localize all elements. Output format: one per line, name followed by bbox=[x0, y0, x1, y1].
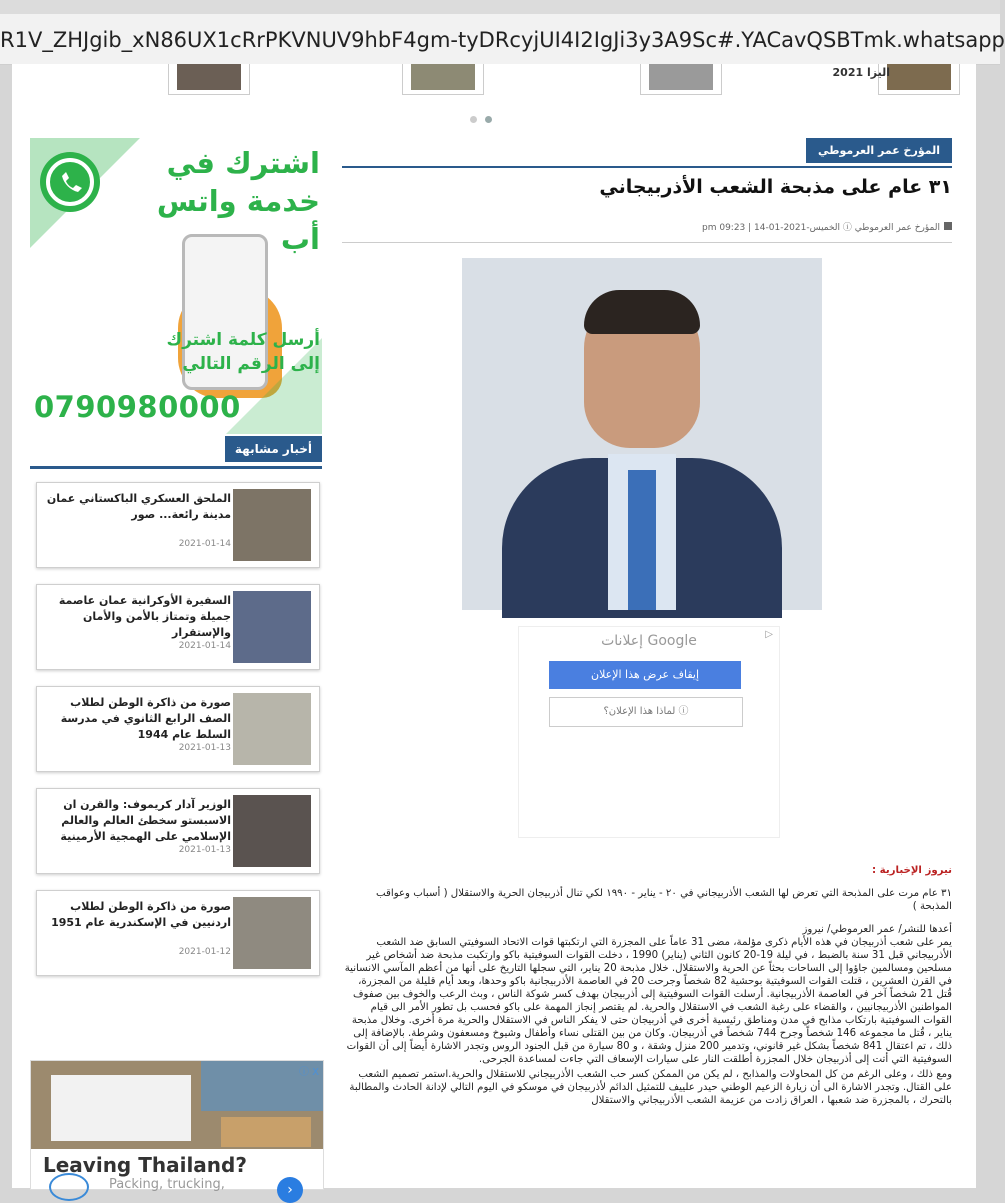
article-category-bar bbox=[342, 138, 952, 168]
sidebar-advertisement[interactable] bbox=[30, 1060, 324, 1198]
article-meta-text: المؤرخ عمر العرموطي ⓘ الخميس-2021-01-14 | 09:23 pm bbox=[701, 223, 940, 233]
related-news-title[interactable]: الوزير آدار كريموف: والقرن ان الاسبستو سخطئ العالم والعالم الإسلامي على الهمجية الأرمينية bbox=[60, 798, 231, 843]
carousel-dot[interactable] bbox=[470, 116, 477, 123]
article-title: ٣١ عام على مذبحة الشعب الأذربيجاني bbox=[599, 176, 952, 198]
why-this-ad-button[interactable]: لماذا هذا الإعلان؟ ⓘ bbox=[549, 697, 743, 727]
article-category-label[interactable]: المؤرخ عمر العرموطي bbox=[806, 138, 952, 163]
related-news-thumbnail[interactable] bbox=[233, 693, 311, 765]
related-news-heading-label: أخبار مشابهة bbox=[225, 436, 322, 462]
article-photo[interactable] bbox=[462, 258, 822, 610]
carousel-dot-active[interactable] bbox=[485, 116, 492, 123]
photo-tie bbox=[628, 470, 656, 610]
article-lead: نيروز الإخبارية : bbox=[872, 865, 952, 876]
carousel-thumb-1[interactable] bbox=[168, 64, 250, 95]
url-text[interactable]: R1V_ZHJgib_xN86UX1cRrPKVNUV9hbF4gm-tyDRcyjUI4I2IgJi3y3A9Sc#.YACavQSBTmk.whatsapp bbox=[0, 28, 1005, 52]
related-news-date: 2021-01-13 bbox=[178, 743, 231, 753]
photo-hair bbox=[584, 290, 700, 334]
ad-image bbox=[31, 1061, 323, 1149]
web-page bbox=[12, 64, 976, 1198]
whatsapp-promo-title: اشترك في خدمة واتس أب bbox=[156, 146, 320, 256]
related-news-date: 2021-01-14 bbox=[178, 641, 231, 651]
whatsapp-icon bbox=[40, 152, 100, 212]
google-ad-panel bbox=[518, 626, 780, 838]
ad-image-truck bbox=[51, 1075, 191, 1141]
related-news-title[interactable]: الملحق العسكري الباكستاني عمان مدينة رائعة... صور bbox=[46, 492, 231, 521]
related-news-title[interactable]: السفيرة الأوكرانية عمان عاصمة جميلة وتمتاز بالأمن والأمان والإستقرار bbox=[58, 594, 231, 639]
thumb-image bbox=[411, 64, 475, 90]
related-news-thumbnail[interactable] bbox=[233, 591, 311, 663]
article-paragraph: يمر على شعب أذربيجان في هذه الأيام ذكرى مؤلمة، مضى 31 عاماً على المجزرة التي ارتكبتها قوات الاتحاد السوفيتي السابق ضد الشعب الأذربيجاني قبل 31 سنة بالضبط ، في ليلة 19-20 كانون الثاني (يناير) 1990 ، دخلت القوات السوفيتية باكو وارتكبت مذبحة ضد أشخاص غير مسلحين ومسالمين جاؤوا إلى الساحات بحثاً عن الحرية والاستقلال. خلال مذبحة 20 يناير، التي سجلها التاريخ على أنها من أعظم المآسي الانسانية في القرن العشرين ، قتلت القوات السوفيتية بوحشية 82 شخصاً وجرحت 20 في العاصمة الأذربيجانية باكو وحدها، وبعد أيام قليلة من المجزرة، قُتل 21 شخصاً آخر في العاصمة الأذربيجانية. أرسلت القوات السوفيتية إلى أذربيجان بهدف كسر شوكة الناس ، وبث الرعب والخوف بين صفوف المواطنين الأذربيجانيين ، والقضاء على رغبة الشعب في الاستقلال والحرية. لم يقتصر إنجاز المهمة على باكو فحسب بل تطور الأمر الى قيام القوات السوفيتية بارتكاب مذابح في مدن ومناطق رئيسية أخرى في أذربيجان حتى لا يفكر الناس في الاستقلال والحرية مرة أخرى. وخلال مذبحة يناير ، قُتل ما مجموعه 146 شخصاً وجرح 744 شخصاً في أذربيجان. وكان من بين القتلى نساء وأطفال وشيوخ ومسعفون وشرطة. بالإضافة إلى ذلك ، تم اعتقال 841 شخصاً بشكل غير قانوني، وتدمير 200 منزل وشقة ، و 80 سيارة من قبل الجنود الروس وتجدر الاشارة أيضاً إلى أن القوات السوفيتية التي أتت إلى أذربيجان خلال المجزرة أطلقت النار على سيارات الإسعاف التي جاءت لمساعدة الجرحى. bbox=[344, 937, 952, 1065]
whatsapp-promo-instruction: أرسل كلمة اشترك إلى الرقم التالي bbox=[166, 330, 320, 374]
article-summary: ٣١ عام مرت على المذبحة التي تعرض لها الشعب الأذربيجاني في ٢٠ - يناير - ١٩٩٠ لكي تنال أذربيجان الحرية والاستقلال ( أسباب وعواقب المذبحة ) bbox=[376, 888, 952, 912]
google-ad-label: إعلانات Google bbox=[601, 633, 697, 649]
related-news-card[interactable] bbox=[36, 890, 320, 976]
related-news-title[interactable]: صورة من ذاكرة الوطن لطلاب اردنيين في الإسكندرية عام 1951 bbox=[51, 900, 231, 929]
ad-close-icon[interactable]: ⓘ X bbox=[298, 1067, 319, 1078]
carousel-thumb-3[interactable] bbox=[640, 64, 722, 95]
author-icon bbox=[944, 222, 952, 230]
ad-image-boxes bbox=[221, 1117, 311, 1147]
browser-tab-strip bbox=[0, 0, 1000, 14]
related-news-date: 2021-01-13 bbox=[178, 845, 231, 855]
thumb-image bbox=[177, 64, 241, 90]
thumb-image bbox=[649, 64, 713, 90]
sidebar bbox=[30, 138, 322, 1198]
divider bbox=[342, 242, 952, 243]
carousel-thumb-2[interactable] bbox=[402, 64, 484, 95]
article-body bbox=[342, 864, 952, 1117]
carousel-dots bbox=[470, 108, 510, 118]
article-column bbox=[342, 138, 952, 1188]
carousel-thumbnails bbox=[12, 64, 976, 98]
carousel-caption: 2021 اليزا bbox=[832, 66, 890, 79]
whatsapp-promo-banner[interactable] bbox=[30, 138, 322, 434]
ad-arrow-button[interactable]: › bbox=[277, 1177, 303, 1203]
related-news-heading bbox=[30, 436, 322, 469]
thumb-image bbox=[887, 64, 951, 90]
browser-address-bar[interactable] bbox=[0, 0, 1005, 65]
related-news-title[interactable]: صورة من ذاكرة الوطن لطلاب الصف الرابع الثانوي في مدرسة السلط عام 1944 bbox=[60, 696, 231, 741]
whatsapp-promo-number: 0790980000 bbox=[34, 390, 241, 424]
article-meta bbox=[342, 220, 952, 233]
ad-choices-icon[interactable]: ▷ bbox=[765, 629, 773, 640]
related-news-date: 2021-01-12 bbox=[178, 947, 231, 957]
ad-logo-icon bbox=[49, 1173, 89, 1201]
related-news-card[interactable] bbox=[36, 482, 320, 568]
ad-subtext: Packing, trucking, bbox=[109, 1177, 225, 1192]
related-news-thumbnail[interactable] bbox=[233, 897, 311, 969]
related-news-thumbnail[interactable] bbox=[233, 795, 311, 867]
article-paragraph: ومع ذلك ، وعلى الرغم من كل المحاولات والمذابح ، لم يكن من الممكن كسر حب الشعب الأذربيجاني للاستقلال والحرية.استمر تصميم الشعب على القتال. وتجدر الاشارة الى أن زيارة الزعيم الوطني حيدر علييف للتمثيل الدائم لأذربيجان في موسكو في اليوم التالي لإدانة الحادث والمطالبة بالتحرك ، بالمجزرة ضد شعبها ، العراق زادت من عزيمة الشعب الأذربيجاني والاستقلال bbox=[349, 1069, 952, 1106]
stop-seeing-ad-button[interactable]: إيقاف عرض هذا الإعلان bbox=[549, 661, 741, 689]
article-byline: أعدها للنشر/ عمر العرموطي/ نيروز bbox=[802, 924, 952, 935]
ad-headline[interactable]: Leaving Thailand? bbox=[43, 1153, 247, 1177]
carousel-thumb-4[interactable] bbox=[878, 64, 960, 95]
related-news-thumbnail[interactable] bbox=[233, 489, 311, 561]
related-news-date: 2021-01-14 bbox=[178, 539, 231, 549]
related-news-card[interactable] bbox=[36, 584, 320, 670]
related-news-card[interactable] bbox=[36, 788, 320, 874]
related-news-card[interactable] bbox=[36, 686, 320, 772]
